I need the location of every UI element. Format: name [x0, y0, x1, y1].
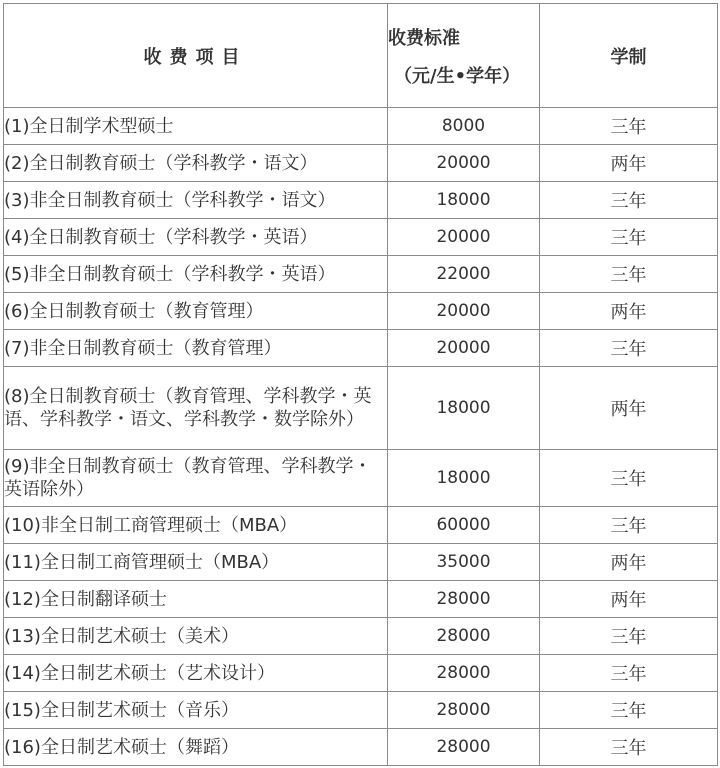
- row-item: (9)非全日制教育硕士（教育管理、学科教学・英语除外）: [4, 450, 388, 507]
- table-row: [4, 145, 718, 182]
- table-row: [4, 219, 718, 256]
- header-years: 学制: [540, 4, 718, 108]
- row-fee: 20000: [388, 293, 540, 330]
- row-fee: 20000: [388, 145, 540, 182]
- row-fee: 35000: [388, 544, 540, 581]
- row-years: 两年: [540, 145, 718, 182]
- row-years: 三年: [540, 219, 718, 256]
- row-item: (12)全日制翻译硕士: [4, 581, 388, 618]
- row-item: (1)全日制学术型硕士: [4, 108, 388, 145]
- row-years: 三年: [540, 729, 718, 766]
- row-fee: 22000: [388, 256, 540, 293]
- table-row: [4, 256, 718, 293]
- table-row: [4, 655, 718, 692]
- row-item: (8)全日制教育硕士（教育管理、学科教学・英语、学科教学・语文、学科教学・数学除外）: [4, 367, 388, 450]
- row-years: 三年: [540, 182, 718, 219]
- row-fee: 18000: [388, 367, 540, 450]
- row-item: (13)全日制艺术硕士（美术）: [4, 618, 388, 655]
- row-fee: 60000: [388, 507, 540, 544]
- header-fee-title: 收费标准: [388, 27, 460, 49]
- row-years: 三年: [540, 450, 718, 507]
- row-years: 两年: [540, 581, 718, 618]
- table-row: [4, 729, 718, 766]
- row-years: 三年: [540, 256, 718, 293]
- row-years: 三年: [540, 507, 718, 544]
- row-years: 两年: [540, 544, 718, 581]
- header-item: 收费项目: [4, 4, 388, 108]
- row-years: 三年: [540, 692, 718, 729]
- row-years: 两年: [540, 293, 718, 330]
- table-row: [4, 330, 718, 367]
- row-fee: 28000: [388, 655, 540, 692]
- row-item: (15)全日制艺术硕士（音乐）: [4, 692, 388, 729]
- table-row: [4, 367, 718, 450]
- table-row: [4, 507, 718, 544]
- header-fee: [388, 4, 540, 108]
- table-row: [4, 108, 718, 145]
- row-years: 两年: [540, 367, 718, 450]
- row-item: (2)全日制教育硕士（学科教学・语文）: [4, 145, 388, 182]
- row-item: (4)全日制教育硕士（学科教学・英语）: [4, 219, 388, 256]
- row-item: (6)全日制教育硕士（教育管理）: [4, 293, 388, 330]
- row-item: (14)全日制艺术硕士（艺术设计）: [4, 655, 388, 692]
- header-fee-unit: （元/生•学年）: [394, 65, 521, 87]
- table-row: [4, 544, 718, 581]
- row-item: (16)全日制艺术硕士（舞蹈）: [4, 729, 388, 766]
- tuition-fee-table: [3, 3, 718, 766]
- table-row: [4, 450, 718, 507]
- row-fee: 20000: [388, 330, 540, 367]
- row-years: 三年: [540, 330, 718, 367]
- row-years: 三年: [540, 655, 718, 692]
- row-years: 三年: [540, 108, 718, 145]
- row-item: (5)非全日制教育硕士（学科教学・英语）: [4, 256, 388, 293]
- row-fee: 28000: [388, 729, 540, 766]
- row-fee: 18000: [388, 450, 540, 507]
- row-item: (3)非全日制教育硕士（学科教学・语文）: [4, 182, 388, 219]
- table-row: [4, 581, 718, 618]
- row-fee: 8000: [388, 108, 540, 145]
- table-row: [4, 618, 718, 655]
- row-fee: 28000: [388, 581, 540, 618]
- row-years: 三年: [540, 618, 718, 655]
- table-row: [4, 293, 718, 330]
- row-fee: 18000: [388, 182, 540, 219]
- row-fee: 28000: [388, 618, 540, 655]
- row-item: (7)非全日制教育硕士（教育管理）: [4, 330, 388, 367]
- table-row: [4, 692, 718, 729]
- row-fee: 20000: [388, 219, 540, 256]
- row-item: (10)非全日制工商管理硕士（MBA）: [4, 507, 388, 544]
- row-fee: 28000: [388, 692, 540, 729]
- row-item: (11)全日制工商管理硕士（MBA）: [4, 544, 388, 581]
- table-header-row: [4, 4, 718, 108]
- table-row: [4, 182, 718, 219]
